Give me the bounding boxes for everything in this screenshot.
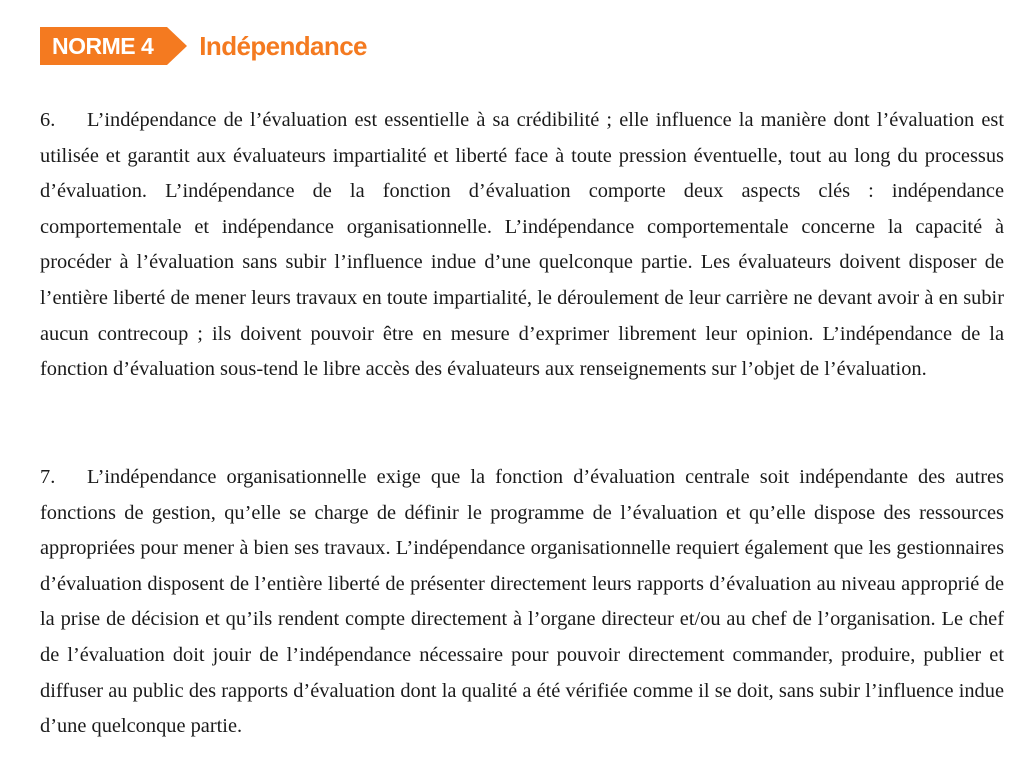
norme-tag: NORME 4 [40, 27, 167, 65]
paragraph-number: 7. [40, 466, 56, 488]
section-title: Indépendance [199, 30, 367, 61]
tag-arrow-icon [167, 27, 187, 65]
paragraph-7 [40, 460, 1004, 745]
paragraph-number: 6. [40, 109, 56, 131]
section-heading [40, 27, 367, 65]
paragraph-6 [40, 103, 1004, 388]
paragraph-text: L’indépendance de l’évaluation est essentielle à sa crédibilité ; elle influence la manière dont l’évaluation est utilisée et garantit aux évaluateurs impartialité et liberté face à toute pression éventuelle, tout au long du processus d’évaluation. L’indépendance de la fonction d’évaluation comporte deux aspects clés : indépendance comportementale et indépendance organisationnelle. L’indépendance comportementale concerne la capacité à procéder à l’évaluation sans subir l’influence indue d’une quelconque partie. Les évaluateurs doivent disposer de l’entière liberté de mener leurs travaux en toute impartialité, le déroulement de leur carrière ne devant avoir à en subir aucun contrecoup ; ils doivent pouvoir être en mesure d’exprimer librement leur opinion. L’indépendance de la fonction d’évaluation sous-tend le libre accès des évaluateurs aux renseignements sur l’objet de l’évaluation. [40, 109, 1004, 381]
paragraph-text: L’indépendance organisationnelle exige que la fonction d’évaluation centrale soit indépendante des autres fonctions de gestion, qu’elle se charge de définir le programme de l’évaluation et qu’elle dispose des ressources appropriées pour mener à bien ses travaux. L’indépendance organisationnelle requiert également que les gestionnaires d’évaluation disposent de l’entière liberté de présenter directement leurs rapports d’évaluation au niveau approprié de la prise de décision et qu’ils rendent compte directement à l’organe directeur et/ou au chef de l’organisation. Le chef de l’évaluation doit jouir de l’indépendance nécessaire pour pouvoir directement commander, produire, publier et diffuser au public des rapports d’évaluation dont la qualité a été vérifiée comme il se doit, sans subir l’influence indue d’une quelconque partie. [40, 466, 1004, 738]
